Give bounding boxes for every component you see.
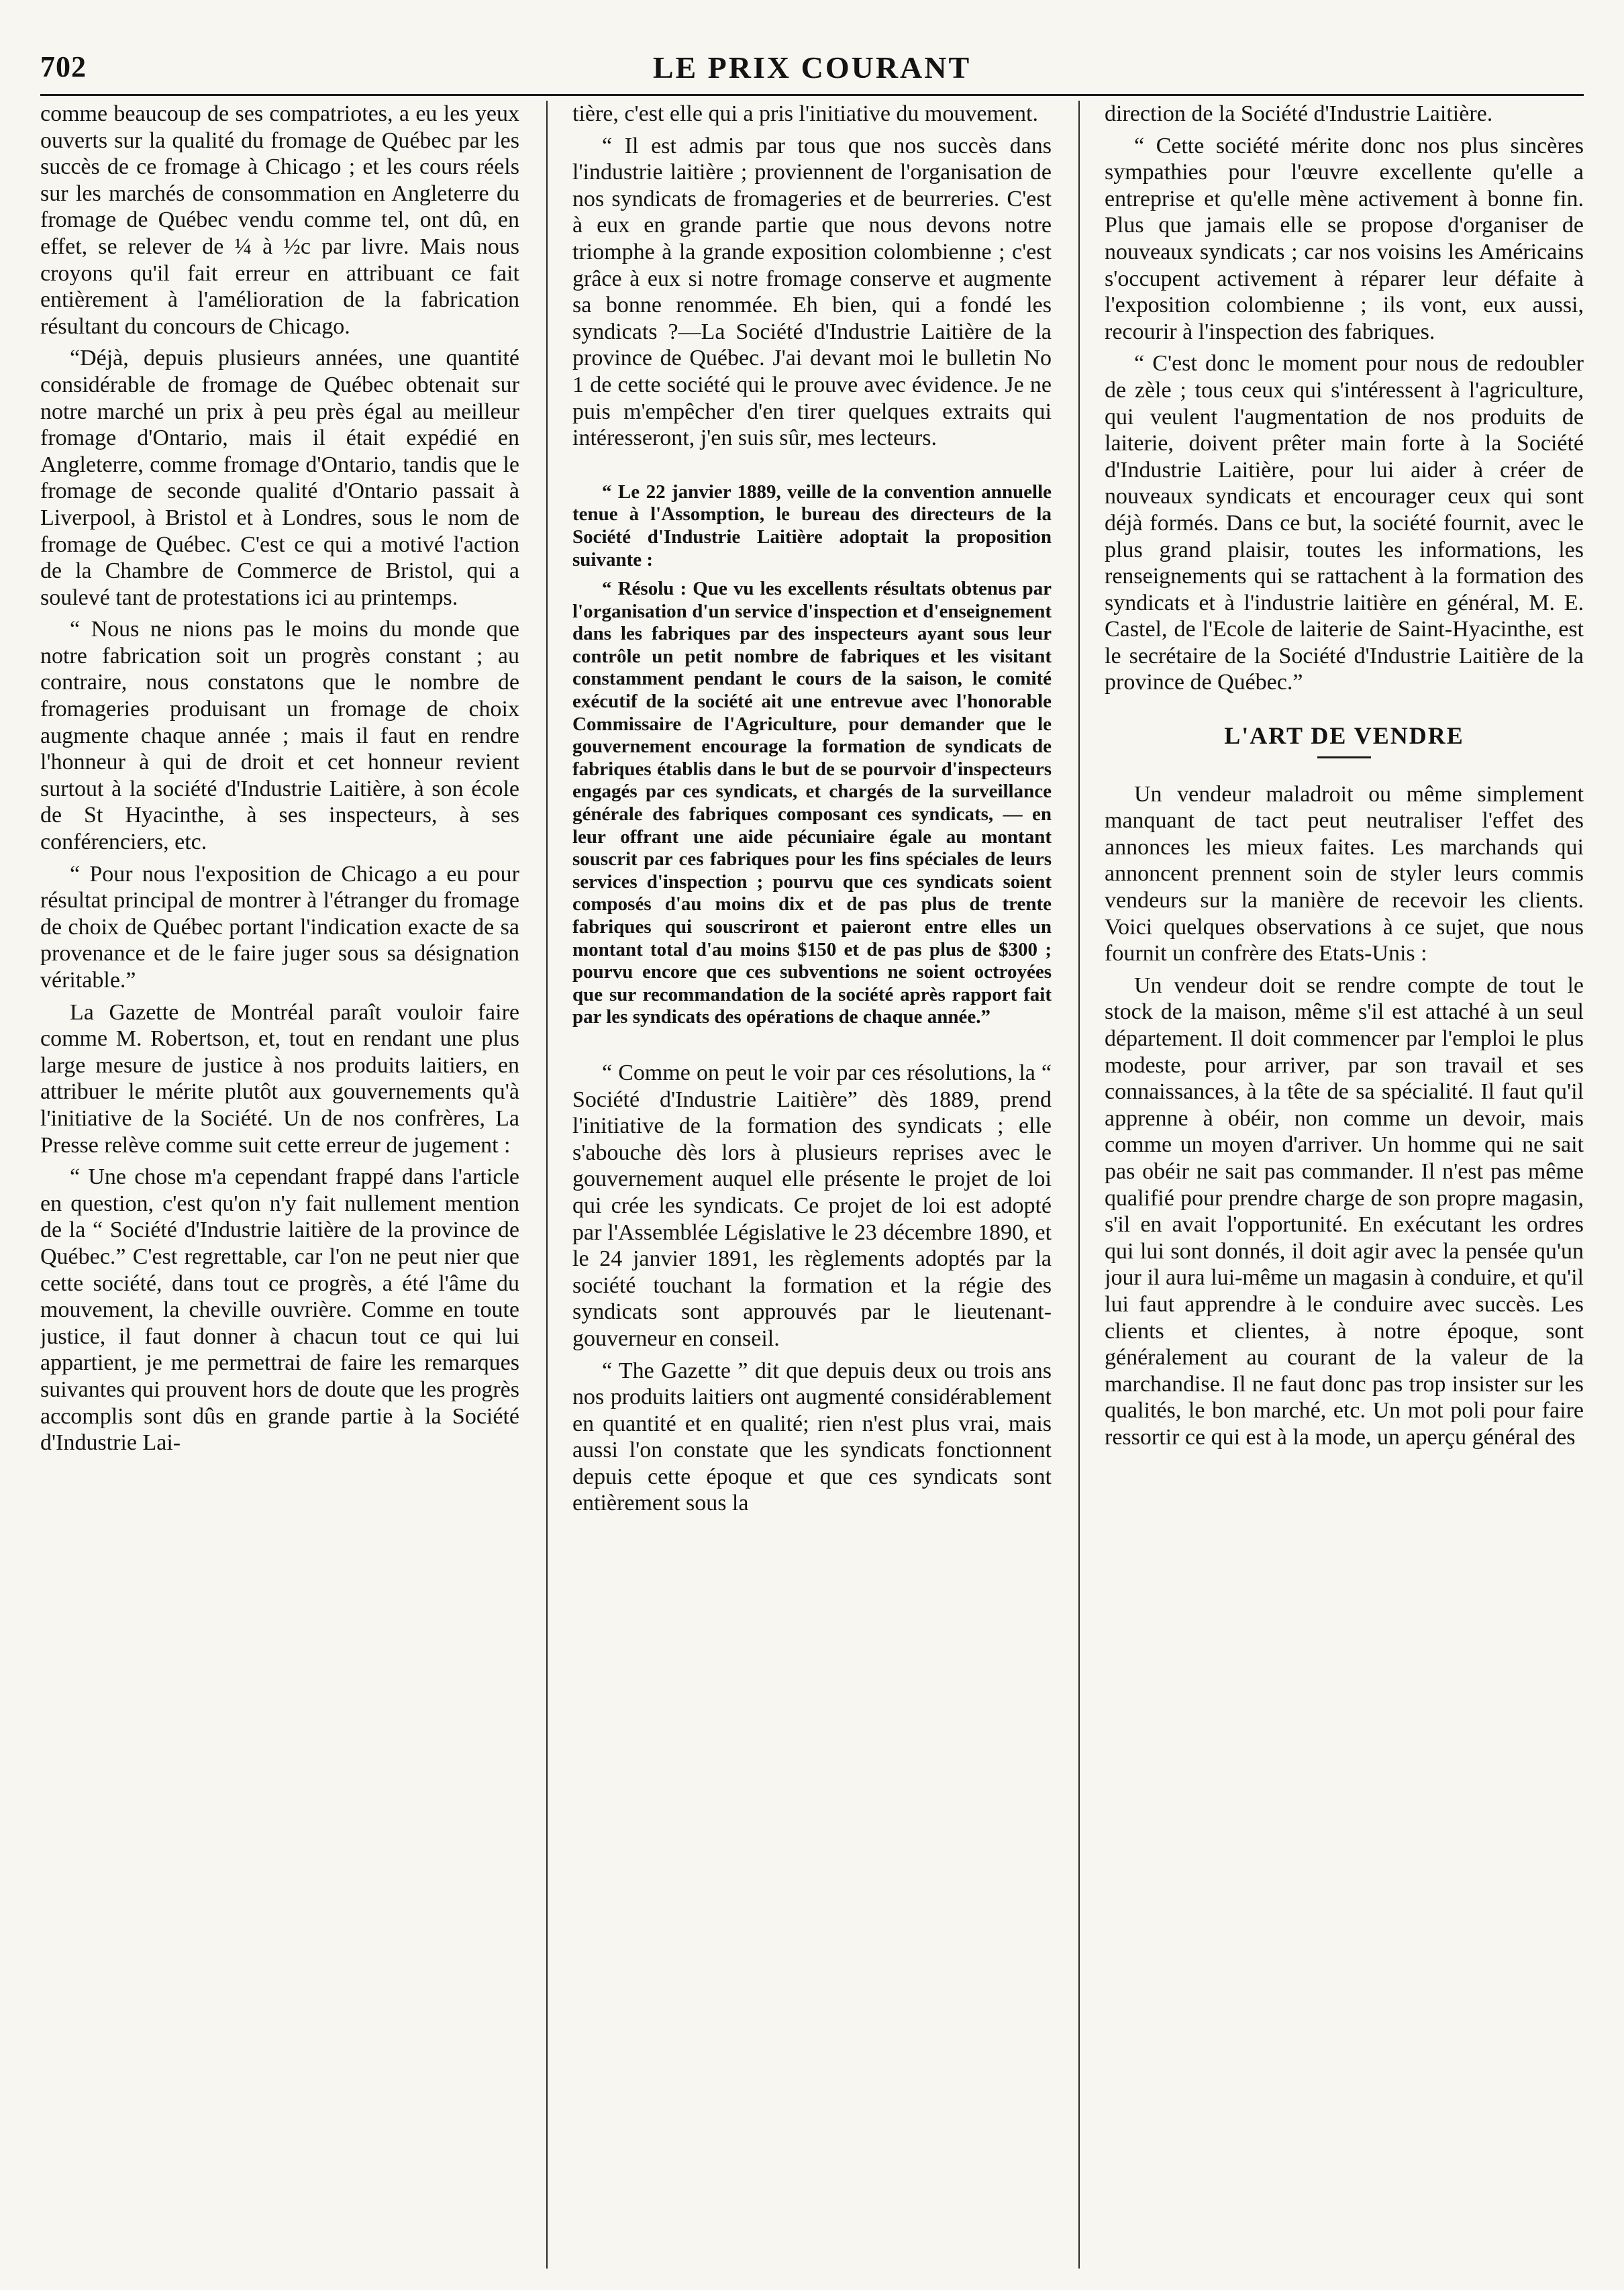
paragraph: “ Pour nous l'exposition de Chicago a eu pour résultat principal de montrer à l'étranger du fromage de choix de Québec portant l'indication exacte de sa provenance et de le faire juger sous sa désignation véritable.”	[40, 861, 519, 993]
column-3	[1105, 101, 1584, 2269]
paragraph: “ The Gazette ” dit que depuis deux ou trois ans nos produits laitiers ont augmenté considérablement en quantité et en qualité; rien n'est plus vrai, mais aussi l'on constate que les syndicats fonctionnent depuis cette époque et que ces syndicats sont entièrement sous la	[572, 1358, 1052, 1516]
paragraph: direction de la Société d'Industrie Laitière.	[1105, 101, 1493, 126]
spacer	[572, 457, 1052, 481]
column-1	[40, 101, 519, 2269]
quoted-paragraph: “ Le 22 janvier 1889, veille de la convention annuelle tenue à l'Assomption, le bureau des directeurs de la Société d'Industrie Laitière adoptait la proposition suivante :	[572, 481, 1052, 570]
page-number: 702	[40, 50, 87, 83]
paragraph: “Déjà, depuis plusieurs années, une quantité considérable de fromage de Québec obtenait sur notre marché un prix à peu près égal au meilleur fromage d'Ontario, mais il était expédié en Angleterre, comme fromage d'Ontario, tandis que le fromage de seconde qualité d'Ontario passait à Liverpool, à Bristol et à Londres, sous le nom de fromage de Québec. C'est ce qui a motivé l'action de la Chambre de Commerce de Bristol, qui a soulevé tant de protestations ici au printemps.	[40, 346, 519, 610]
paragraph: Un vendeur doit se rendre compte de tout le stock de la maison, même s'il est attaché à un seul département. Il doit commencer par l'emploi le plus modeste, pour arriver, par son travail et ses connaissances, à la tête de sa spécialité. Il faut qu'il apprenne à obéir, non comme un devoir, mais comme un moyen d'arriver. Un homme qui ne sait pas obéir ne sait pas commander. Il n'est pas même qualifié pour prendre charge de son propre magasin, s'il en avait l'opportunité. En exécutant les ordres qui lui sont donnés, il doit agir avec la pensée qu'un jour il aura lui-même un magasin à conduire, et qu'il lui faut apprendre à le conduire avec succès. Les clients et clientes, à notre époque, sont généralement au courant de la valeur de la marchandise. Il ne faut donc pas trop insister sur les qualités, le bon marché, etc. Un mot poli pour faire ressortir ce qui est à la mode, un aperçu général des	[1105, 973, 1584, 1450]
running-title: LE PRIX COURANT	[652, 50, 972, 85]
paragraph: “ C'est donc le moment pour nous de redoubler de zèle ; tous ceux qui s'intéressent à l'agriculture, qui veulent l'augmentation de nos produits de laiterie, doivent prêter main forte à la Société d'Industrie Laitière, pour lui aider à créer de nouveaux syndicats et encourager ceux qui sont déjà formés. Dans ce but, la société fournit, avec le plus grand plaisir, toutes les informations, les renseignements qui se rattachent à la formation des syndicats et à l'industrie laitière en général, M. E. Castel, de l'Ecole de laiterie de Saint-Hyacinthe, est le secrétaire de la Société d'Industrie Laitière de la province de Québec.”	[1105, 351, 1584, 695]
paragraph: “ Il est admis par tous que nos succès dans l'industrie laitière ; proviennent de l'organisation de nos syndicats de fromageries et de beurreries. C'est à eux en grande partie que nous devons notre triomphe à la grande exposition colombienne ; c'est grâce à eux si notre fromage conserve et augmente sa bonne renommée. Eh bien, qui a fondé les syndicats ?—La Société d'Industrie Laitière de la province de Québec. J'ai devant moi le bulletin No 1 de cette société qui le prouve avec évidence. Je ne puis m'empêcher d'en tirer quelques extraits qui intéresseront, j'en suis sûr, mes lecteurs.	[572, 133, 1052, 451]
page-header	[40, 40, 1584, 96]
section-heading: L'ART DE VENDRE	[1224, 722, 1464, 750]
paragraph: comme beaucoup de ses compatriotes, a eu les yeux ouverts sur la qualité du fromage de Québec par les succès de ce fromage à Chicago ; et les cours réels sur les marchés de consommation en Angleterre du fromage de Québec vendu comme tel, ont dû, en effet, se relever de ¼ à ½c par livre. Mais nous croyons qu'il fait erreur en attribuant ce fait entièrement à l'amélioration de la fabrication résultant du concours de Chicago.	[40, 101, 519, 339]
paragraph: Un vendeur maladroit ou même simplement manquant de tact peut neutraliser l'effet des annonces les mieux faites. Les marchands qui annoncent prennent soin de styler leurs commis vendeurs sur la manière de recevoir les clients. Voici quelques observations à ce sujet, que nous fournit un confrère des Etats-Unis :	[1105, 781, 1584, 966]
column-rule	[1078, 101, 1080, 2269]
paragraph: “ Cette société mérite donc nos plus sincères sympathies pour l'œuvre excellente qu'elle a entreprise et qu'elle mène activement à bonne fin. Plus que jamais elle se propose d'organiser de nouveaux syndicats ; car nos voisins les Américains s'occupent activement à réparer leur défaite à l'exposition colombienne ; ils vont, eux aussi, recourir à l'inspection des fabriques.	[1105, 133, 1584, 344]
spacer	[572, 1036, 1052, 1060]
paragraph: tière, c'est elle qui a pris l'initiative du mouvement.	[572, 101, 1038, 126]
paragraph: La Gazette de Montréal paraît vouloir faire comme M. Robertson, et, tout en rendant une plus large mesure de justice à nos produits laitiers, en attribuer le mérite plutôt aux gouvernements qu'à l'initiative de la Société. Un de nos confrères, La Presse relève comme suit cette erreur de jugement :	[40, 999, 519, 1158]
columns	[40, 101, 1584, 2269]
column-rule	[546, 101, 548, 2269]
newspaper-page	[40, 40, 1584, 2275]
paragraph: “ Comme on peut le voir par ces résolutions, la “ Société d'Industrie Laitière” dès 1889, prend l'initiative de la formation des syndicats ; elle s'abouche dès lors à plusieurs reprises avec le gouvernement auquel elle présente le projet de loi qui crée les syndicats. Ce projet de loi est adopté par l'Assemblée Législative le 23 décembre 1890, et le 24 janvier 1891, les règlements adoptés par la société touchant la formation et la régie des syndicats sont approuvés par le lieutenant-gouverneur en conseil.	[572, 1060, 1052, 1351]
column-2	[572, 101, 1052, 2269]
paragraph: “ Une chose m'a cependant frappé dans l'article en question, c'est qu'on n'y fait nullement mention de la “ Société d'Industrie laitière de la province de Québec.” C'est regrettable, car l'on ne peut nier que cette société, dans tout ce progrès, a été l'âme du mouvement, la cheville ouvrière. Comme en toute justice, il faut donner à chacun tout ce qui lui appartient, je me permettrai de faire les remarques suivantes qui prouvent hors de doute que les progrès accomplis sont dûs en grande partie à la Société d'Industrie Lai-	[40, 1164, 519, 1456]
quoted-resolution: “ Résolu : Que vu les excellents résultats obtenus par l'organisation d'un service d'inspection et d'enseignement dans les fabriques par des inspecteurs ayant sous leur contrôle un petit nombre de fabriques et les visitant constamment pendant le cours de la saison, le comité exécutif de la société ait une entrevue avec l'honorable Commissaire de l'Agriculture, pour demander que le gouvernement encourage la formation de syndicats de fabriques établis dans le but de se pourvoir d'inspecteurs engagés par ces syndicats, et chargés de la surveillance générale des fabriques composant ces syndicats, — en leur offrant une aide pécuniaire égale au montant souscrit par ces fabriques pour les fins spéciales de leurs services d'inspection ; pourvu que ces syndicats soient composés d'au moins dix et de pas plus de trente fabriques qui souscriront et paieront entre elles un montant total d'au moins $150 et de pas plus de $300 ; pourvu encore que ces subventions ne soient octroyées que sur recommandation de la société après rapport fait par les syndicats des opérations de chaque année.”	[572, 578, 1052, 1028]
paragraph: “ Nous ne nions pas le moins du monde que notre fabrication soit un progrès constant ; au contraire, nous constatons que le nombre de fromageries produisant un fromage de choix augmente chaque année ; mais il faut en rendre l'honneur à qui de droit et cet honneur revient surtout à la société d'Industrie Laitière, à son école de St Hyacinthe, à ses inspecteurs, à ses conférenciers, etc.	[40, 617, 519, 855]
heading-rule	[1317, 756, 1371, 758]
